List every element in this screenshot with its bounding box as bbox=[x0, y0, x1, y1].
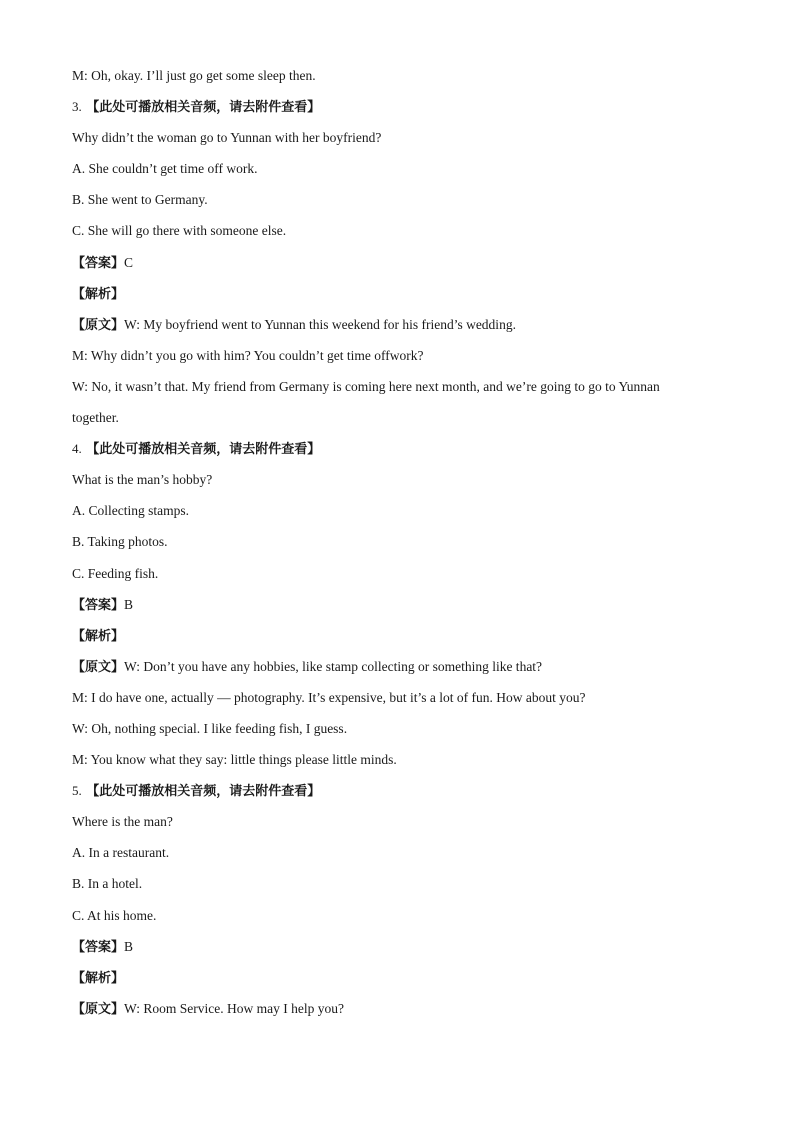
audio-placeholder-link: 【此处可播放相关音频，请去附件查看】 bbox=[86, 100, 321, 116]
answer-value: C bbox=[124, 254, 134, 270]
transcript-label: 【原文】 bbox=[72, 317, 125, 333]
dialogue-line: W: Oh, nothing special. I like feeding fish, I guess. bbox=[72, 720, 348, 736]
audio-question-header: 3. 【此处可播放相关音频，请去附件查看】 bbox=[72, 99, 321, 116]
dialogue-line: M: Why didn’t you go with him? You couldn’t get time offwork? bbox=[72, 347, 424, 363]
option-c: C. Feeding fish. bbox=[72, 565, 159, 581]
option-a: A. Collecting stamps. bbox=[72, 503, 189, 519]
document-body bbox=[72, 65, 722, 1029]
analysis-label: 【解析】 bbox=[72, 286, 125, 302]
dialogue-line: M: Oh, okay. I’ll just go get some sleep then. bbox=[72, 68, 316, 83]
audio-placeholder-link: 【此处可播放相关音频，请去附件查看】 bbox=[86, 784, 321, 800]
transcript-label: 【原文】 bbox=[72, 1001, 125, 1017]
audio-placeholder-link: 【此处可播放相关音频，请去附件查看】 bbox=[86, 442, 321, 458]
option-c: C. She will go there with someone else. bbox=[72, 223, 287, 239]
audio-question-header: 4. 【此处可播放相关音频，请去附件查看】 bbox=[72, 441, 321, 458]
answer-value: B bbox=[124, 596, 134, 612]
transcript-line: 【原文】W: Room Service. How may I help you? bbox=[72, 1000, 344, 1017]
question-text: What is the man’s hobby? bbox=[72, 472, 213, 488]
transcript-line: 【原文】W: My boyfriend went to Yunnan this weekend for his friend’s wedding. bbox=[72, 316, 516, 333]
analysis-label: 【解析】 bbox=[72, 628, 125, 644]
transcript-label: 【原文】 bbox=[72, 659, 125, 675]
option-c: C. At his home. bbox=[72, 907, 157, 923]
transcript-line: 【原文】W: Don’t you have any hobbies, like stamp collecting or something like that? bbox=[72, 658, 543, 675]
option-b: B. She went to Germany. bbox=[72, 192, 208, 208]
question-text: Where is the man? bbox=[72, 814, 173, 830]
option-a: A. In a restaurant. bbox=[72, 845, 170, 861]
answer-label: 【答案】 bbox=[72, 939, 125, 955]
dialogue-line: M: I do have one, actually — photography. It’s expensive, but it’s a lot of fun. How about you? bbox=[72, 689, 586, 705]
dialogue-line: together. bbox=[72, 410, 119, 426]
analysis-line bbox=[72, 283, 722, 314]
question-text: Why didn’t the woman go to Yunnan with her boyfriend? bbox=[72, 130, 382, 146]
answer-label: 【答案】 bbox=[72, 597, 125, 613]
dialogue-line: M: You know what they say: little things please little minds. bbox=[72, 752, 397, 768]
analysis-line bbox=[72, 967, 722, 998]
audio-question-header: 5. 【此处可播放相关音频，请去附件查看】 bbox=[72, 783, 321, 800]
answer-label: 【答案】 bbox=[72, 255, 125, 271]
answer-line bbox=[72, 936, 722, 967]
analysis-line bbox=[72, 625, 722, 656]
option-b: B. In a hotel. bbox=[72, 876, 143, 892]
option-a: A. She couldn’t get time off work. bbox=[72, 161, 258, 177]
answer-line bbox=[72, 252, 722, 283]
analysis-label: 【解析】 bbox=[72, 970, 125, 986]
option-b: B. Taking photos. bbox=[72, 534, 168, 550]
answer-value: B bbox=[124, 938, 134, 954]
answer-line bbox=[72, 594, 722, 625]
dialogue-line: W: No, it wasn’t that. My friend from Germany is coming here next month, and we’re going to go to Yunnan bbox=[72, 378, 660, 394]
